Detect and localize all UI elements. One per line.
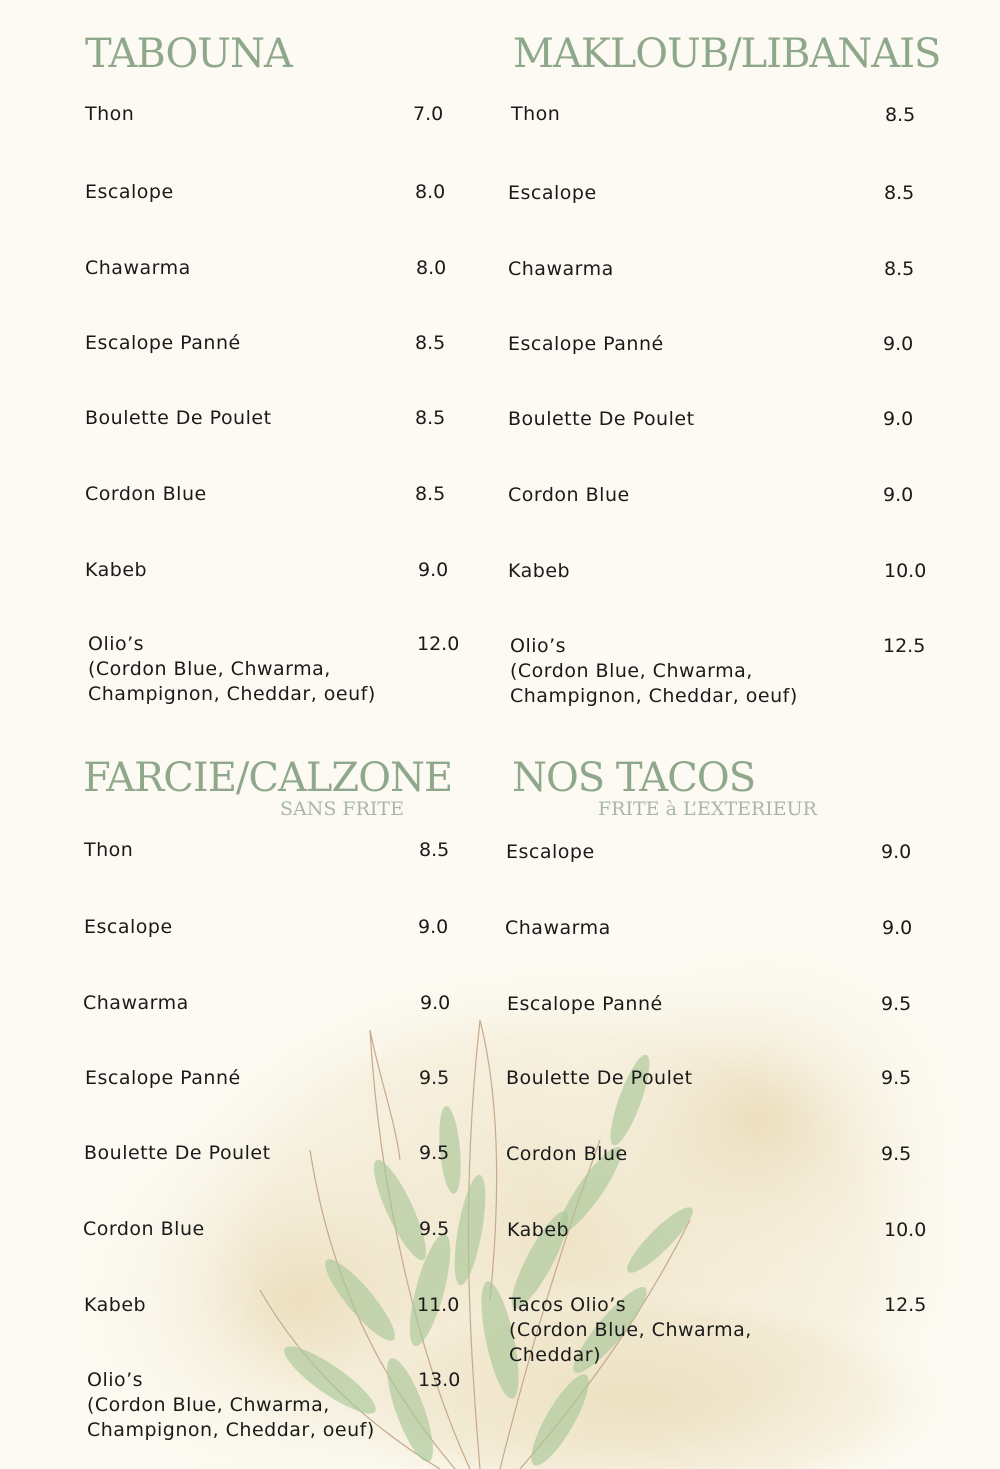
menu-item	[505, 916, 611, 941]
item-price: 8.5	[415, 332, 446, 354]
item-name: Cordon Blue	[83, 1218, 205, 1240]
item-price: 12.5	[884, 1294, 927, 1316]
item-name: Olio’s (Cordon Blue, Chwarma, Champignon, Cheddar, oeuf)	[88, 633, 376, 705]
item-price: 13.0	[418, 1369, 461, 1391]
item-name: Boulette De Poulet	[85, 407, 272, 429]
item-price: 9.0	[418, 916, 449, 938]
menu-item	[85, 1066, 241, 1091]
menu-item	[85, 406, 272, 431]
item-name: Kabeb	[507, 1219, 570, 1241]
item-price: 9.5	[419, 1142, 450, 1164]
item-name: Chawarma	[85, 257, 191, 279]
menu-item	[85, 558, 147, 583]
menu-item	[508, 257, 614, 282]
section-subtitle: FRITE à L’EXTERIEUR	[598, 798, 817, 820]
menu-item	[508, 332, 664, 357]
item-price: 12.0	[417, 633, 460, 655]
menu-item	[85, 102, 134, 127]
item-name: Escalope	[508, 182, 597, 204]
item-name: Escalope Panné	[85, 332, 241, 354]
item-name: Escalope Panné	[508, 333, 664, 355]
item-price: 8.5	[415, 407, 446, 429]
item-price: 9.0	[883, 484, 914, 506]
item-price: 11.0	[417, 1294, 460, 1316]
item-price: 10.0	[884, 1219, 927, 1241]
item-name: Chawarma	[505, 917, 611, 939]
menu-item	[84, 1141, 271, 1166]
menu-item	[85, 180, 174, 205]
menu-item	[507, 1218, 569, 1243]
section-makloub-libanais	[508, 32, 948, 722]
item-name: Thon	[85, 103, 135, 125]
item-price: 9.5	[881, 1067, 912, 1089]
item-name: Escalope Panné	[507, 993, 663, 1015]
item-price: 8.0	[415, 181, 446, 203]
item-name: Boulette De Poulet	[506, 1067, 693, 1089]
item-name: Escalope	[84, 916, 173, 938]
item-price: 9.5	[881, 1143, 912, 1165]
menu-item	[83, 991, 189, 1016]
item-price: 9.5	[419, 1218, 450, 1240]
section-nos-tacos	[505, 756, 945, 1376]
menu-item	[88, 632, 376, 707]
menu-item	[506, 1142, 628, 1167]
menu-item	[83, 1217, 205, 1242]
item-name: Cordon Blue	[506, 1143, 628, 1165]
menu-item	[84, 915, 173, 940]
menu-item	[508, 181, 597, 206]
item-price: 10.0	[884, 560, 927, 582]
item-price: 8.5	[884, 258, 915, 280]
item-name: Olio’s (Cordon Blue, Chwarma, Champignon, Cheddar, oeuf)	[87, 1369, 375, 1441]
section-subtitle: SANS FRITE	[280, 798, 404, 820]
menu-item	[511, 102, 560, 127]
item-name: Cordon Blue	[85, 483, 207, 505]
menu-item	[506, 840, 595, 865]
menu-item	[85, 256, 191, 281]
item-price: 9.5	[419, 1067, 450, 1089]
menu-item	[508, 559, 570, 584]
item-price: 8.5	[884, 182, 915, 204]
item-name: Escalope Panné	[85, 1067, 241, 1089]
item-name: Thon	[511, 103, 561, 125]
item-price: 9.0	[420, 992, 451, 1014]
item-price: 9.5	[881, 993, 912, 1015]
menu-item	[508, 483, 630, 508]
item-name: Kabeb	[84, 1294, 147, 1316]
item-price: 9.0	[882, 917, 913, 939]
menu-item	[85, 482, 207, 507]
section-farcie-calzone	[83, 756, 483, 1456]
item-price: 12.5	[883, 635, 926, 657]
section-title: TABOUNA	[85, 31, 292, 77]
item-price: 8.5	[415, 483, 446, 505]
item-name: Kabeb	[85, 559, 148, 581]
section-tabouna	[85, 32, 465, 722]
item-price: 9.0	[881, 841, 912, 863]
menu-item	[84, 1293, 146, 1318]
section-title: FARCIE/CALZONE	[83, 755, 453, 801]
item-price: 7.0	[413, 103, 444, 125]
item-name: Olio’s (Cordon Blue, Chwarma, Champignon, Cheddar, oeuf)	[510, 635, 798, 707]
menu-item	[509, 1293, 752, 1368]
item-price: 9.0	[883, 333, 914, 355]
item-name: Cordon Blue	[508, 484, 630, 506]
section-title: NOS TACOS	[512, 755, 756, 801]
item-name: Kabeb	[508, 560, 571, 582]
menu-item	[84, 838, 133, 863]
item-name: Chawarma	[83, 992, 189, 1014]
item-name: Thon	[84, 839, 134, 861]
menu-item	[85, 331, 241, 356]
item-name: Escalope	[506, 841, 595, 863]
item-name: Tacos Olio’s (Cordon Blue, Chwarma, Cheddar)	[509, 1294, 752, 1366]
item-name: Escalope	[85, 181, 174, 203]
menu-item	[506, 1066, 693, 1091]
menu-item	[507, 992, 663, 1017]
item-price: 9.0	[883, 408, 914, 430]
section-title: MAKLOUB/LIBANAIS	[513, 31, 941, 77]
item-name: Boulette De Poulet	[84, 1142, 271, 1164]
item-price: 8.5	[419, 839, 450, 861]
menu-item	[510, 634, 798, 709]
item-price: 8.0	[416, 257, 447, 279]
item-name: Boulette De Poulet	[508, 408, 695, 430]
menu-item	[508, 407, 695, 432]
item-price: 9.0	[418, 559, 449, 581]
item-price: 8.5	[885, 104, 916, 126]
item-name: Chawarma	[508, 258, 614, 280]
menu-item	[87, 1368, 375, 1443]
